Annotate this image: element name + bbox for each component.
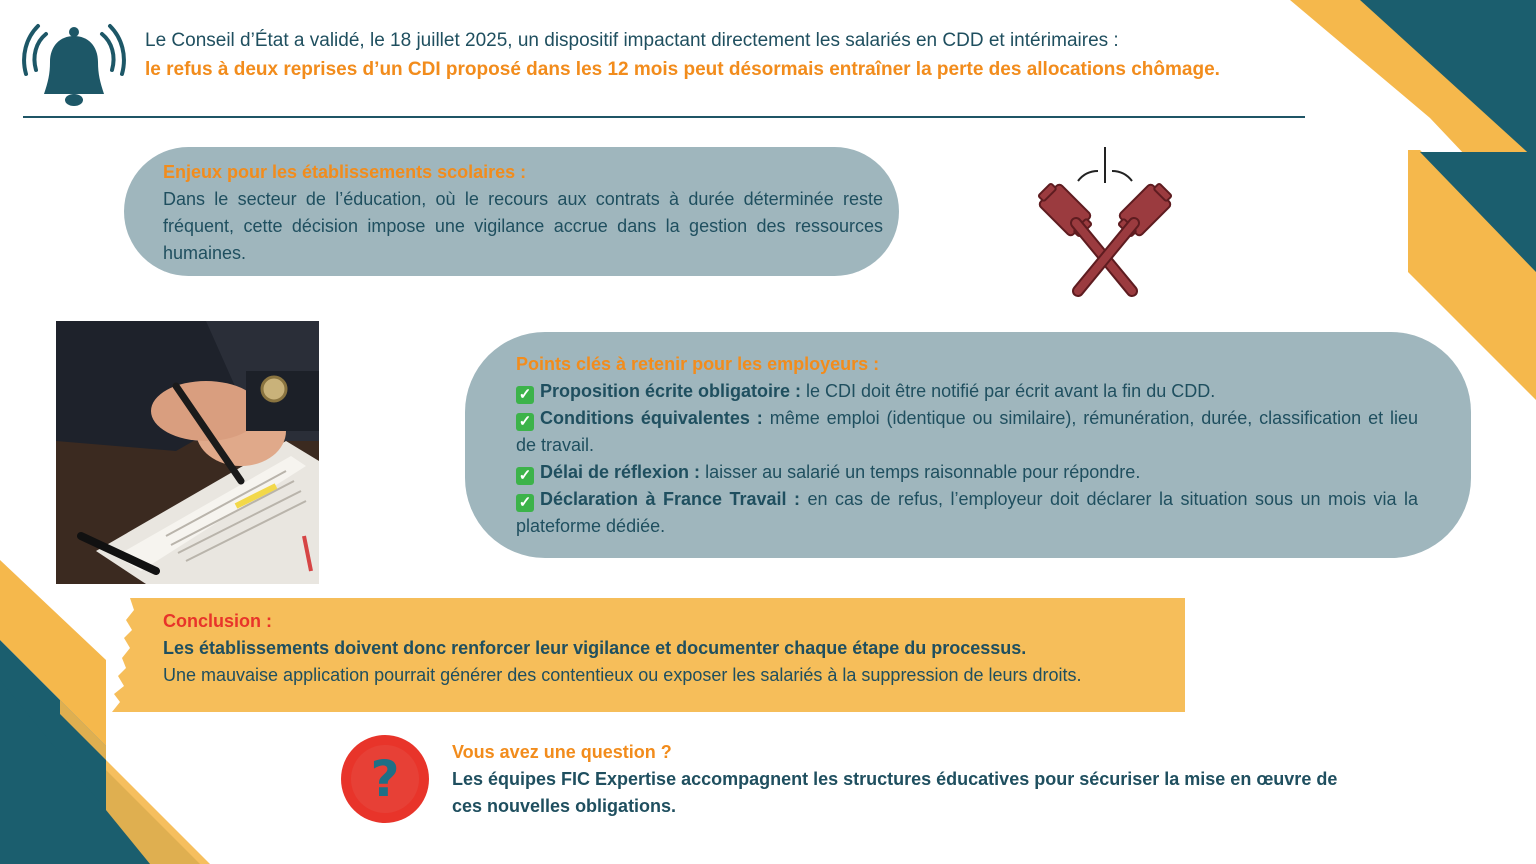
crossed-gavels-icon [1020, 145, 1190, 305]
points-item-text: en cas de refus, l’employeur doit déclarer la situation sous un mois via la plateforme dédiée. [516, 489, 1418, 536]
header-announcement [145, 26, 1247, 84]
bell-ringing-icon [22, 22, 126, 108]
signing-document-photo [56, 321, 319, 584]
check-mark-icon: ✓ [516, 494, 534, 512]
points-item [516, 459, 1418, 486]
points-item-text: le CDI doit être notifié par écrit avant la fin du CDD. [801, 381, 1216, 401]
check-mark-icon: ✓ [516, 467, 534, 485]
svg-text:?: ? [370, 750, 400, 808]
points-item-label: Déclaration à France Travail : [540, 489, 801, 509]
question-mark-icon [340, 734, 430, 824]
points-item-text: même emploi (identique ou similaire), rémunération, durée, classification et lieu de travail. [516, 408, 1418, 455]
enjeux-title: Enjeux pour les établissements scolaires : [163, 162, 527, 182]
conclusion-card [112, 598, 1185, 712]
header-highlight: le refus à deux reprises d’un CDI proposé dans les 12 mois peut désormais entraîner la perte des allocations chômage. [145, 59, 1220, 80]
points-item-label: Conditions équivalentes : [540, 408, 763, 428]
check-mark-icon: ✓ [516, 413, 534, 431]
conclusion-title: Conclusion : [163, 611, 272, 631]
points-title: Points clés à retenir pour les employeurs : [516, 354, 880, 374]
points-card [465, 332, 1471, 558]
points-item [516, 405, 1418, 459]
question-body: Les équipes FIC Expertise accompagnent les structures éducatives pour sécuriser la mise en œuvre de ces nouvelles obligations. [452, 769, 1338, 816]
header-intro: Le Conseil d’État a validé, le 18 juillet 2025, un dispositif impactant directement les salariés en CDD et intérimaires : [145, 30, 1119, 51]
points-item [516, 486, 1418, 540]
enjeux-card [124, 147, 899, 276]
points-item-label: Proposition écrite obligatoire : [540, 381, 802, 401]
points-item [516, 378, 1418, 405]
conclusion-body: Une mauvaise application pourrait générer des contentieux ou exposer les salariés à la suppression de leurs droits. [163, 665, 1082, 685]
check-mark-icon: ✓ [516, 386, 534, 404]
header-divider [23, 116, 1305, 118]
points-item-label: Délai de réflexion : [540, 462, 701, 482]
conclusion-bold: Les établissements doivent donc renforcer leur vigilance et documenter chaque étape du processus. [163, 638, 1027, 658]
question-section [452, 739, 1352, 820]
enjeux-body: Dans le secteur de l’éducation, où le recours aux contrats à durée déterminée reste fréquent, cette décision impose une vigilance accrue dans la gestion des ressources humaines. [163, 189, 883, 263]
points-item-text: laisser au salarié un temps raisonnable pour répondre. [700, 462, 1141, 482]
question-title: Vous avez une question ? [452, 742, 672, 762]
